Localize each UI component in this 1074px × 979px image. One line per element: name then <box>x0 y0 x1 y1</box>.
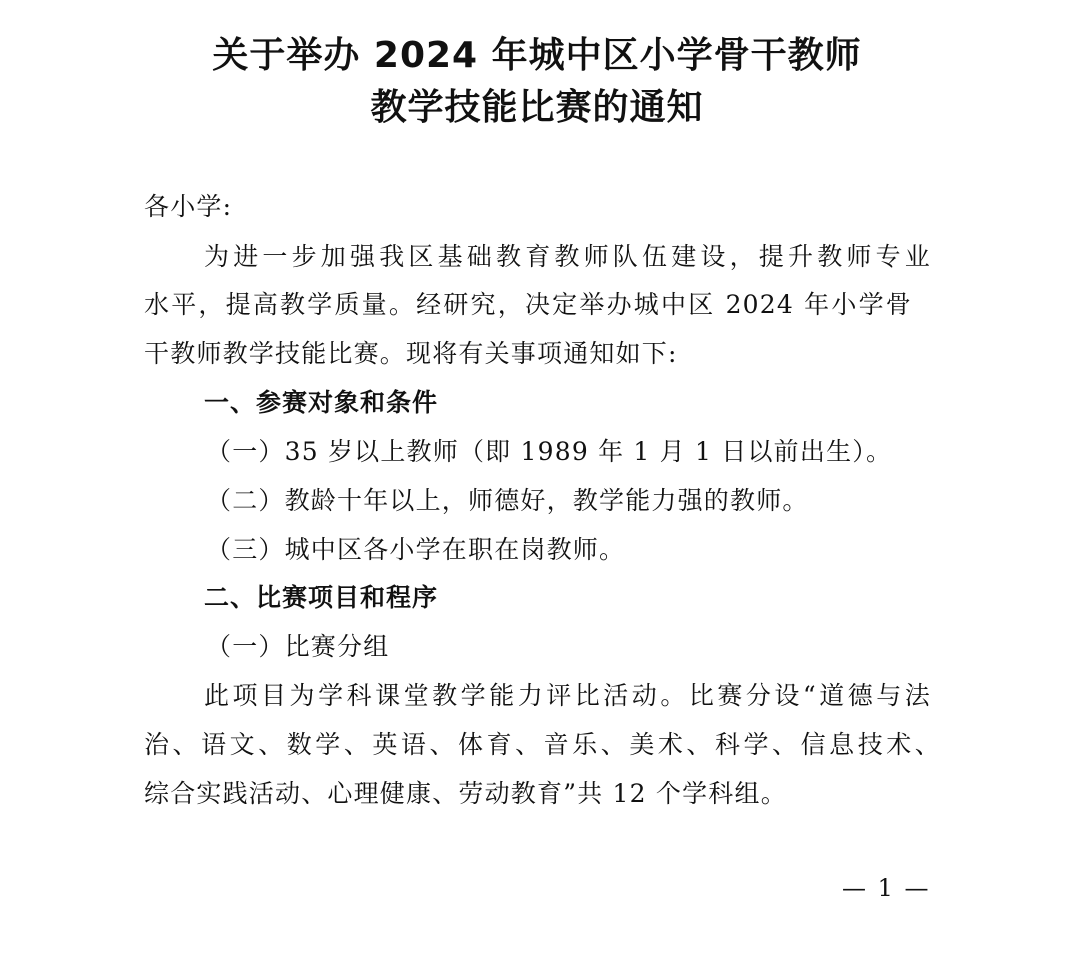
section1-item2: （二）教龄十年以上，师德好，教学能力强的教师。 <box>206 486 809 515</box>
page-number: — 1 — <box>842 874 931 902</box>
section2-subheading: （一）比赛分组 <box>206 632 390 661</box>
document-title-line1: 关于举办 2024 年城中区小学骨干教师 <box>212 35 862 76</box>
section2-heading: 二、比赛项目和程序 <box>204 583 439 612</box>
intro-paragraph-line2: 水平，提高教学质量。经研究，决定举办城中区 2024 年小学骨 <box>144 290 912 319</box>
section2-paragraph-line3: 综合实践活动、心理健康、劳动教育”共 12 个学科组。 <box>144 779 787 808</box>
section1-heading: 一、参赛对象和条件 <box>204 388 439 417</box>
section2-paragraph-line1: 此项目为学科课堂教学能力评比活动。比赛分设“道德与法 <box>204 681 931 710</box>
document-title-line2: 教学技能比赛的通知 <box>370 87 704 128</box>
intro-paragraph-line3: 干教师教学技能比赛。现将有关事项通知如下: <box>144 339 678 368</box>
intro-paragraph-line1: 为进一步加强我区基础教育教师队伍建设，提升教师专业 <box>204 242 931 271</box>
section1-item3: （三）城中区各小学在职在岗教师。 <box>206 535 626 564</box>
section1-item1: （一）35 岁以上教师（即 1989 年 1 月 1 日以前出生）。 <box>206 437 893 466</box>
salutation: 各小学: <box>144 192 233 221</box>
section2-paragraph-line2: 治、语文、数学、英语、体育、音乐、美术、科学、信息技术、 <box>144 730 941 759</box>
